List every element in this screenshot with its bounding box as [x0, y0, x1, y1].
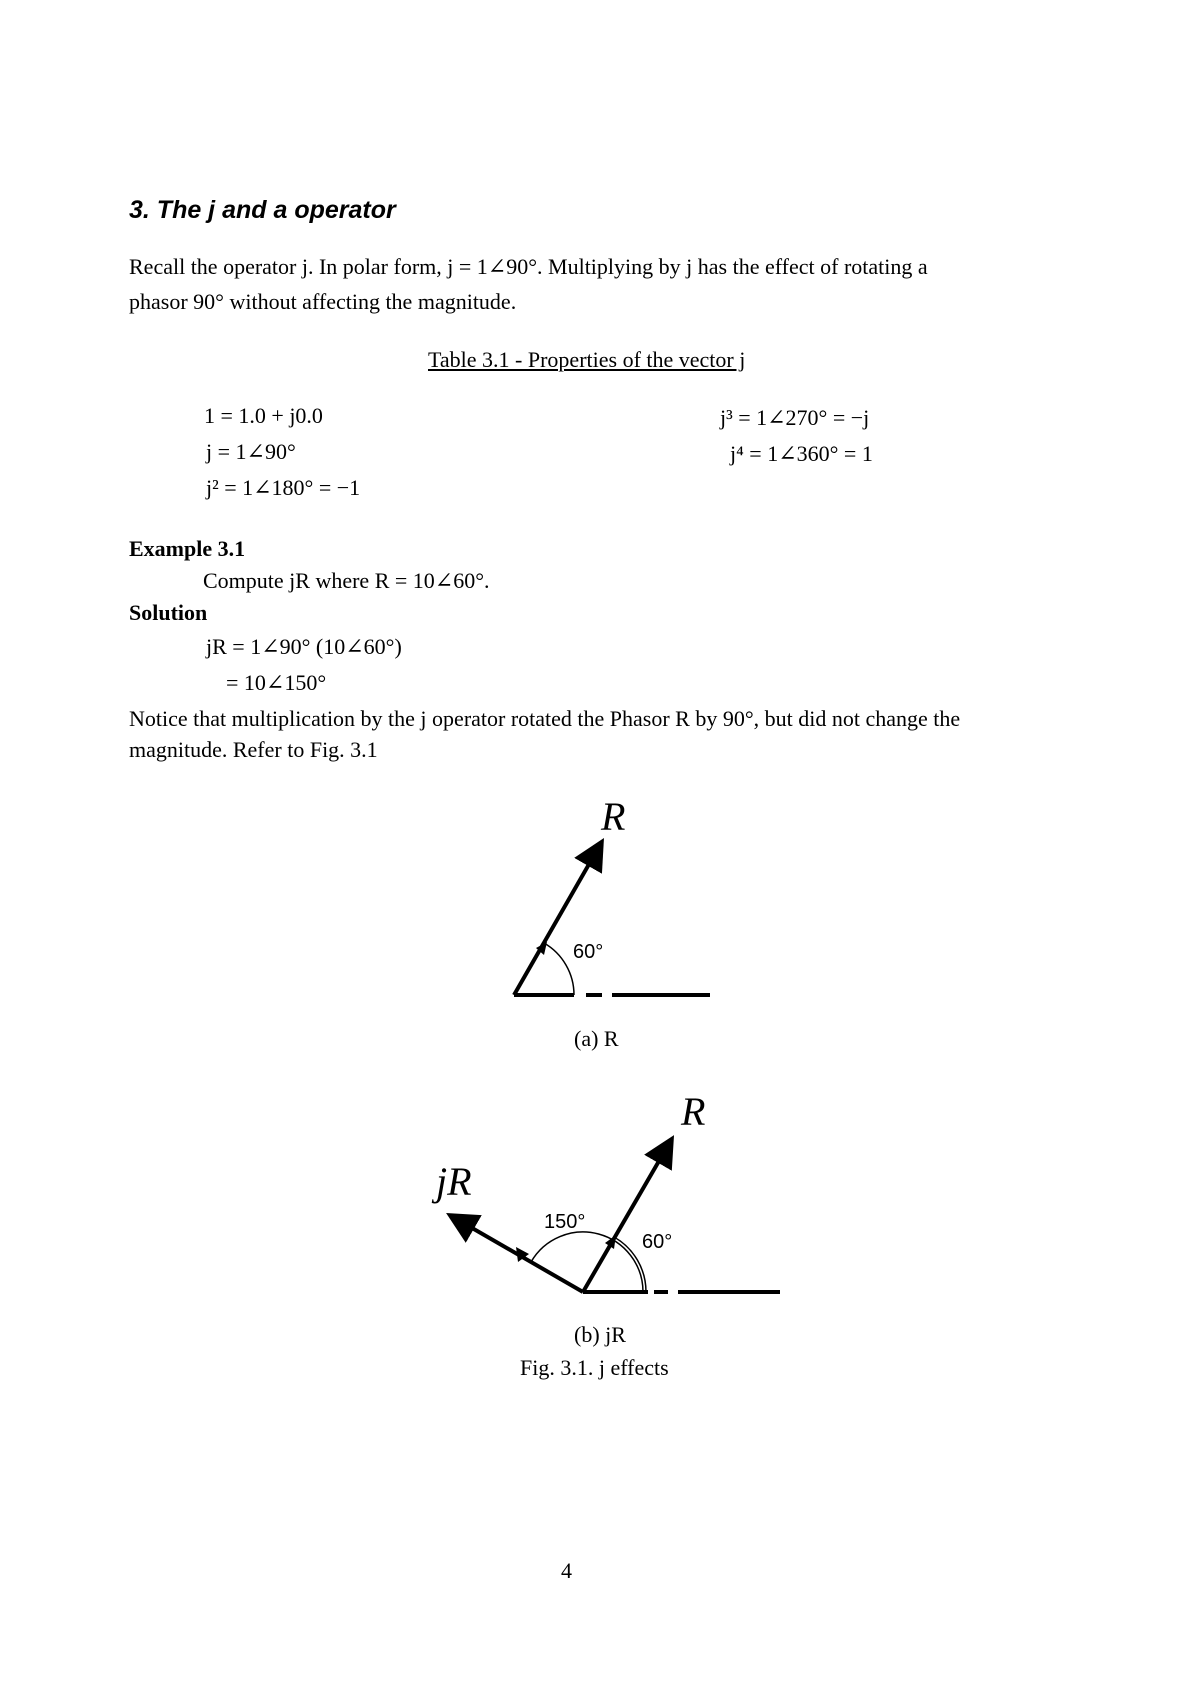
notice-line-1: Notice that multiplication by the j operator rotated the Phasor R by 90°, but did not change the [129, 706, 961, 731]
page-number: 4 [561, 1558, 572, 1583]
fig-b-r-label: R [681, 1089, 706, 1134]
table-caption: Table 3.1 - Properties of the vector j [428, 347, 746, 372]
table-right-row-1: j³ = 1∠270° = −j [720, 405, 870, 430]
example-problem: Compute jR where R = 10∠60°. [203, 568, 490, 593]
fig-b-caption: (b) jR [574, 1322, 626, 1347]
fig-b-r-vector [583, 1142, 673, 1292]
table-left-row-2: j = 1∠90° [206, 439, 296, 464]
figure-caption: Fig. 3.1. j effects [520, 1355, 669, 1380]
intro-line-1: Recall the operator j. In polar form, j = 1∠90°. Multiplying by j has the effect of rotating a [129, 254, 928, 279]
fig-b-jr-label: jR [436, 1159, 472, 1204]
section-title: 3. The j and a operator [129, 196, 396, 224]
fig-b-angle1-label: 60° [642, 1231, 673, 1253]
fig-b-angle2-label: 150° [544, 1211, 586, 1233]
table-left-row-3: j² = 1∠180° = −1 [206, 475, 361, 500]
solution-line-1: jR = 1∠90° (10∠60°) [206, 634, 402, 659]
example-heading: Example 3.1 [129, 536, 246, 561]
fig-a-angle-arc [544, 943, 574, 995]
table-left-row-1: 1 = 1.0 + j0.0 [204, 403, 323, 428]
notice-line-2: magnitude. Refer to Fig. 3.1 [129, 737, 378, 762]
table-right-row-2: j⁴ = 1∠360° = 1 [730, 441, 873, 466]
fig-a-angle-label: 60° [573, 941, 604, 963]
fig-a-vector-label: R [601, 794, 626, 839]
fig-a-r-vector [514, 845, 600, 995]
solution-heading: Solution [129, 600, 208, 625]
solution-line-2: = 10∠150° [226, 670, 327, 695]
fig-a-caption: (a) R [574, 1026, 619, 1051]
intro-line-2: phasor 90° without affecting the magnitude. [129, 289, 517, 314]
